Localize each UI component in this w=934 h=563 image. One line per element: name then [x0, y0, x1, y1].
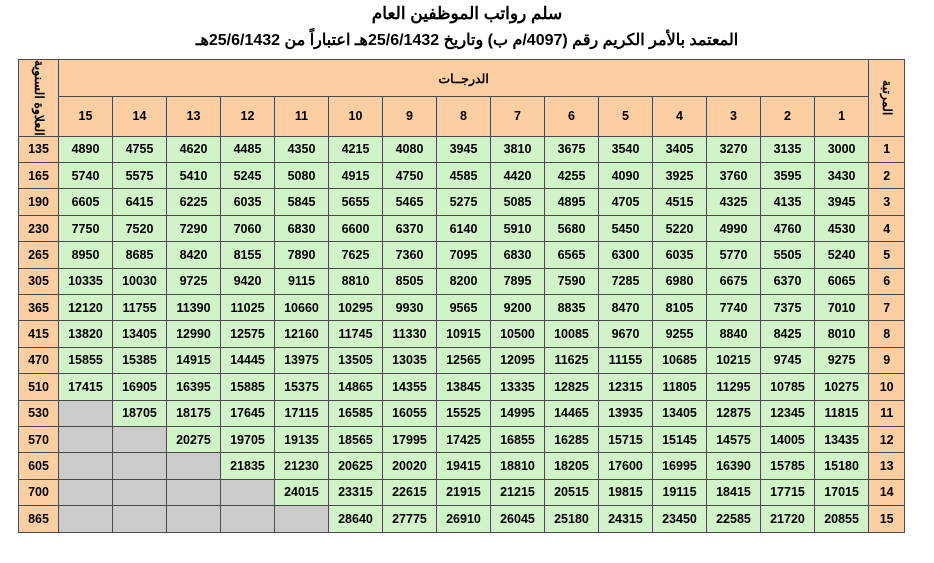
table-row [19, 347, 905, 373]
header-row-top [19, 60, 905, 97]
table-row [19, 189, 905, 215]
salary-cell: 13435 [815, 426, 869, 452]
salary-cell: 4705 [599, 189, 653, 215]
grade-number-header: 6 [545, 97, 599, 137]
salary-cell: 4915 [329, 163, 383, 189]
salary-cell: 11815 [815, 400, 869, 426]
salary-cell: 7060 [221, 215, 275, 241]
salary-cell: 21915 [437, 479, 491, 505]
salary-cell: 4420 [491, 163, 545, 189]
salary-cell: 4620 [167, 136, 221, 162]
salary-cell: 19135 [275, 426, 329, 452]
grade-numbers-row [19, 97, 905, 137]
salary-cell: 4090 [599, 163, 653, 189]
salary-cell: 8950 [59, 242, 113, 268]
salary-cell: 17645 [221, 400, 275, 426]
salary-cell: 6370 [383, 215, 437, 241]
salary-cell: 8470 [599, 295, 653, 321]
salary-cell: 6830 [275, 215, 329, 241]
salary-cell: 16585 [329, 400, 383, 426]
salary-cell: 4515 [653, 189, 707, 215]
annual-increment-cell: 415 [19, 321, 59, 347]
rank-cell: 12 [869, 426, 905, 452]
salary-cell: 6225 [167, 189, 221, 215]
salary-cell: 7010 [815, 295, 869, 321]
salary-cell: 15785 [761, 453, 815, 479]
salary-cell: 15375 [275, 374, 329, 400]
salary-cell: 13820 [59, 321, 113, 347]
salary-cell: 15180 [815, 453, 869, 479]
salary-cell: 12160 [275, 321, 329, 347]
salary-cell: 3270 [707, 136, 761, 162]
salary-cell: 14465 [545, 400, 599, 426]
salary-cell: 17425 [437, 426, 491, 452]
salary-cell: 10660 [275, 295, 329, 321]
annual-increment-cell: 135 [19, 136, 59, 162]
salary-cell: 3675 [545, 136, 599, 162]
grade-number-header: 8 [437, 97, 491, 137]
salary-cell: 7590 [545, 268, 599, 294]
salary-cell: 9565 [437, 295, 491, 321]
empty-cell [221, 479, 275, 505]
salary-cell: 17600 [599, 453, 653, 479]
salary-cell: 5740 [59, 163, 113, 189]
salary-cell: 9200 [491, 295, 545, 321]
annual-increment-cell: 470 [19, 347, 59, 373]
table-row [19, 453, 905, 479]
salary-cell: 4215 [329, 136, 383, 162]
salary-cell: 8010 [815, 321, 869, 347]
salary-cell: 6830 [491, 242, 545, 268]
salary-cell: 15385 [113, 347, 167, 373]
rank-cell: 11 [869, 400, 905, 426]
salary-cell: 24315 [599, 506, 653, 533]
salary-cell: 8105 [653, 295, 707, 321]
empty-cell [167, 479, 221, 505]
salary-cell: 6370 [761, 268, 815, 294]
salary-cell: 23315 [329, 479, 383, 505]
salary-cell: 12575 [221, 321, 275, 347]
salary-cell: 6600 [329, 215, 383, 241]
annual-increment-cell: 570 [19, 426, 59, 452]
salary-cell: 6980 [653, 268, 707, 294]
salary-cell: 15715 [599, 426, 653, 452]
salary-cell: 14865 [329, 374, 383, 400]
salary-cell: 26045 [491, 506, 545, 533]
salary-cell: 12565 [437, 347, 491, 373]
salary-cell: 20275 [167, 426, 221, 452]
salary-cell: 6035 [653, 242, 707, 268]
salary-cell: 11755 [113, 295, 167, 321]
salary-cell: 3405 [653, 136, 707, 162]
salary-cell: 7740 [707, 295, 761, 321]
annual-increment-cell: 865 [19, 506, 59, 533]
salary-cell: 14575 [707, 426, 761, 452]
salary-cell: 28640 [329, 506, 383, 533]
salary-cell: 4750 [383, 163, 437, 189]
grade-number-header: 12 [221, 97, 275, 137]
rank-cell: 10 [869, 374, 905, 400]
grade-number-header: 5 [599, 97, 653, 137]
salary-cell: 5680 [545, 215, 599, 241]
salary-cell: 4135 [761, 189, 815, 215]
salary-cell: 24015 [275, 479, 329, 505]
salary-cell: 19415 [437, 453, 491, 479]
salary-cell: 15145 [653, 426, 707, 452]
salary-cell: 12990 [167, 321, 221, 347]
salary-cell: 9275 [815, 347, 869, 373]
salary-cell: 18705 [113, 400, 167, 426]
salary-cell: 13405 [113, 321, 167, 347]
salary-cell: 5275 [437, 189, 491, 215]
salary-cell: 7625 [329, 242, 383, 268]
salary-cell: 7750 [59, 215, 113, 241]
empty-cell [113, 506, 167, 533]
page-subtitle: المعتمد بالأمر الكريم رقم (4097/م ب) وتاريخ 25/6/1432هـ اعتباراً من 25/6/1432هـ [195, 32, 739, 49]
grade-number-header: 7 [491, 97, 545, 137]
salary-cell: 12825 [545, 374, 599, 400]
empty-cell [59, 400, 113, 426]
salary-cell: 14445 [221, 347, 275, 373]
annual-increment-cell: 700 [19, 479, 59, 505]
empty-cell [113, 426, 167, 452]
salary-cell: 5085 [491, 189, 545, 215]
salary-cell: 25180 [545, 506, 599, 533]
salary-scale-table [18, 59, 905, 533]
table-row [19, 163, 905, 189]
page-title: سلم رواتب الموظفين العام [371, 4, 563, 23]
salary-cell: 22615 [383, 479, 437, 505]
salary-cell: 20515 [545, 479, 599, 505]
empty-cell [59, 426, 113, 452]
salary-cell: 4755 [113, 136, 167, 162]
salary-cell: 16855 [491, 426, 545, 452]
salary-cell: 10500 [491, 321, 545, 347]
salary-cell: 11745 [329, 321, 383, 347]
salary-cell: 13975 [275, 347, 329, 373]
grade-number-header: 15 [59, 97, 113, 137]
grade-number-header: 13 [167, 97, 221, 137]
empty-cell [275, 506, 329, 533]
annual-increment-cell: 365 [19, 295, 59, 321]
salary-cell: 20855 [815, 506, 869, 533]
salary-cell: 4760 [761, 215, 815, 241]
grades-header: الدرجــات [59, 60, 869, 97]
salary-cell: 20020 [383, 453, 437, 479]
empty-cell [113, 479, 167, 505]
salary-cell: 9255 [653, 321, 707, 347]
grade-number-header: 3 [707, 97, 761, 137]
annual-increment-cell: 305 [19, 268, 59, 294]
salary-cell: 17415 [59, 374, 113, 400]
grade-number-header: 1 [815, 97, 869, 137]
salary-cell: 11155 [599, 347, 653, 373]
salary-cell: 4080 [383, 136, 437, 162]
salary-cell: 7360 [383, 242, 437, 268]
annual-increment-cell: 530 [19, 400, 59, 426]
salary-cell: 8840 [707, 321, 761, 347]
salary-cell: 9930 [383, 295, 437, 321]
salary-cell: 8425 [761, 321, 815, 347]
salary-cell: 21720 [761, 506, 815, 533]
salary-cell: 16055 [383, 400, 437, 426]
salary-cell: 19815 [599, 479, 653, 505]
salary-cell: 16390 [707, 453, 761, 479]
rank-cell: 8 [869, 321, 905, 347]
table-row [19, 295, 905, 321]
salary-cell: 5245 [221, 163, 275, 189]
annual-increment-cell: 165 [19, 163, 59, 189]
salary-cell: 8200 [437, 268, 491, 294]
salary-cell: 4255 [545, 163, 599, 189]
salary-cell: 21230 [275, 453, 329, 479]
salary-cell: 18175 [167, 400, 221, 426]
salary-cell: 3945 [437, 136, 491, 162]
salary-cell: 4890 [59, 136, 113, 162]
salary-rows [19, 136, 905, 532]
table-row [19, 506, 905, 533]
salary-cell: 11025 [221, 295, 275, 321]
salary-cell: 10915 [437, 321, 491, 347]
salary-cell: 8420 [167, 242, 221, 268]
salary-cell: 19115 [653, 479, 707, 505]
salary-cell: 22585 [707, 506, 761, 533]
empty-cell [221, 506, 275, 533]
salary-cell: 3595 [761, 163, 815, 189]
salary-cell: 5505 [761, 242, 815, 268]
grade-number-header: 14 [113, 97, 167, 137]
salary-cell: 13035 [383, 347, 437, 373]
salary-cell: 19705 [221, 426, 275, 452]
salary-cell: 5465 [383, 189, 437, 215]
salary-cell: 3135 [761, 136, 815, 162]
salary-cell: 7890 [275, 242, 329, 268]
salary-cell: 10295 [329, 295, 383, 321]
salary-cell: 16995 [653, 453, 707, 479]
empty-cell [167, 453, 221, 479]
salary-cell: 3810 [491, 136, 545, 162]
salary-cell: 5220 [653, 215, 707, 241]
salary-cell: 14995 [491, 400, 545, 426]
salary-cell: 9725 [167, 268, 221, 294]
empty-cell [113, 453, 167, 479]
rank-cell: 2 [869, 163, 905, 189]
salary-cell: 3945 [815, 189, 869, 215]
salary-cell: 3760 [707, 163, 761, 189]
salary-cell: 6300 [599, 242, 653, 268]
annual-increment-header: العلاوة السنوية [19, 60, 59, 137]
salary-cell: 7895 [491, 268, 545, 294]
salary-cell: 11390 [167, 295, 221, 321]
salary-cell: 14005 [761, 426, 815, 452]
salary-cell: 7520 [113, 215, 167, 241]
empty-cell [167, 506, 221, 533]
salary-cell: 16905 [113, 374, 167, 400]
salary-cell: 10275 [815, 374, 869, 400]
annual-increment-cell: 265 [19, 242, 59, 268]
rank-cell: 13 [869, 453, 905, 479]
salary-cell: 18810 [491, 453, 545, 479]
salary-cell: 5410 [167, 163, 221, 189]
salary-cell: 12120 [59, 295, 113, 321]
rank-cell: 4 [869, 215, 905, 241]
salary-cell: 8810 [329, 268, 383, 294]
salary-cell: 4585 [437, 163, 491, 189]
grade-number-header: 11 [275, 97, 329, 137]
salary-cell: 10785 [761, 374, 815, 400]
salary-cell: 8835 [545, 295, 599, 321]
salary-cell: 15855 [59, 347, 113, 373]
salary-cell: 3000 [815, 136, 869, 162]
salary-cell: 5575 [113, 163, 167, 189]
salary-cell: 4895 [545, 189, 599, 215]
salary-cell: 16395 [167, 374, 221, 400]
rank-cell: 1 [869, 136, 905, 162]
salary-cell: 10215 [707, 347, 761, 373]
rank-cell: 14 [869, 479, 905, 505]
salary-cell: 11330 [383, 321, 437, 347]
salary-cell: 6140 [437, 215, 491, 241]
salary-cell: 18565 [329, 426, 383, 452]
salary-cell: 12095 [491, 347, 545, 373]
table-row [19, 321, 905, 347]
salary-cell: 6605 [59, 189, 113, 215]
empty-cell [59, 506, 113, 533]
salary-cell: 9115 [275, 268, 329, 294]
salary-cell: 18205 [545, 453, 599, 479]
salary-cell: 27775 [383, 506, 437, 533]
salary-cell: 13335 [491, 374, 545, 400]
grade-number-header: 9 [383, 97, 437, 137]
salary-cell: 4325 [707, 189, 761, 215]
salary-cell: 15885 [221, 374, 275, 400]
annual-increment-cell: 230 [19, 215, 59, 241]
rank-header: المرتبة [869, 60, 905, 137]
salary-cell: 18415 [707, 479, 761, 505]
salary-cell: 17115 [275, 400, 329, 426]
table-row [19, 136, 905, 162]
salary-cell: 6065 [815, 268, 869, 294]
salary-cell: 9670 [599, 321, 653, 347]
table-row [19, 400, 905, 426]
salary-cell: 4990 [707, 215, 761, 241]
salary-cell: 23450 [653, 506, 707, 533]
annual-increment-cell: 190 [19, 189, 59, 215]
salary-cell: 8505 [383, 268, 437, 294]
rank-cell: 7 [869, 295, 905, 321]
rank-cell: 3 [869, 189, 905, 215]
salary-cell: 7095 [437, 242, 491, 268]
salary-cell: 5770 [707, 242, 761, 268]
salary-cell: 5910 [491, 215, 545, 241]
salary-cell: 4530 [815, 215, 869, 241]
salary-cell: 4350 [275, 136, 329, 162]
salary-cell: 7375 [761, 295, 815, 321]
salary-cell: 5655 [329, 189, 383, 215]
salary-cell: 11625 [545, 347, 599, 373]
table-row [19, 268, 905, 294]
grade-number-header: 4 [653, 97, 707, 137]
salary-cell: 8155 [221, 242, 275, 268]
rank-cell: 9 [869, 347, 905, 373]
salary-cell: 4485 [221, 136, 275, 162]
salary-cell: 11805 [653, 374, 707, 400]
salary-cell: 13505 [329, 347, 383, 373]
salary-cell: 20625 [329, 453, 383, 479]
table-row [19, 426, 905, 452]
table-row [19, 215, 905, 241]
grade-number-header: 10 [329, 97, 383, 137]
salary-cell: 15525 [437, 400, 491, 426]
salary-cell: 10685 [653, 347, 707, 373]
annual-increment-cell: 605 [19, 453, 59, 479]
salary-cell: 21835 [221, 453, 275, 479]
salary-cell: 13405 [653, 400, 707, 426]
salary-cell: 13935 [599, 400, 653, 426]
salary-cell: 5845 [275, 189, 329, 215]
rank-cell: 5 [869, 242, 905, 268]
salary-cell: 3540 [599, 136, 653, 162]
salary-cell: 11295 [707, 374, 761, 400]
table-row [19, 374, 905, 400]
rank-cell: 15 [869, 506, 905, 533]
rank-cell: 6 [869, 268, 905, 294]
salary-cell: 14915 [167, 347, 221, 373]
salary-cell: 7290 [167, 215, 221, 241]
salary-cell: 9745 [761, 347, 815, 373]
salary-cell: 17715 [761, 479, 815, 505]
grade-number-header: 2 [761, 97, 815, 137]
salary-cell: 12875 [707, 400, 761, 426]
salary-cell: 3925 [653, 163, 707, 189]
salary-cell: 16285 [545, 426, 599, 452]
table-row [19, 242, 905, 268]
salary-cell: 10085 [545, 321, 599, 347]
salary-cell: 8685 [113, 242, 167, 268]
salary-cell: 6565 [545, 242, 599, 268]
salary-cell: 21215 [491, 479, 545, 505]
salary-cell: 12345 [761, 400, 815, 426]
salary-cell: 5080 [275, 163, 329, 189]
salary-cell: 7285 [599, 268, 653, 294]
salary-cell: 5450 [599, 215, 653, 241]
annual-increment-cell: 510 [19, 374, 59, 400]
salary-cell: 12315 [599, 374, 653, 400]
salary-cell: 6675 [707, 268, 761, 294]
empty-cell [59, 453, 113, 479]
salary-cell: 26910 [437, 506, 491, 533]
salary-cell: 3430 [815, 163, 869, 189]
salary-cell: 17015 [815, 479, 869, 505]
table-row [19, 479, 905, 505]
empty-cell [59, 479, 113, 505]
salary-cell: 5240 [815, 242, 869, 268]
salary-cell: 17995 [383, 426, 437, 452]
salary-cell: 14355 [383, 374, 437, 400]
salary-cell: 10335 [59, 268, 113, 294]
salary-cell: 6415 [113, 189, 167, 215]
salary-cell: 6035 [221, 189, 275, 215]
salary-cell: 13845 [437, 374, 491, 400]
salary-cell: 9420 [221, 268, 275, 294]
salary-cell: 10030 [113, 268, 167, 294]
